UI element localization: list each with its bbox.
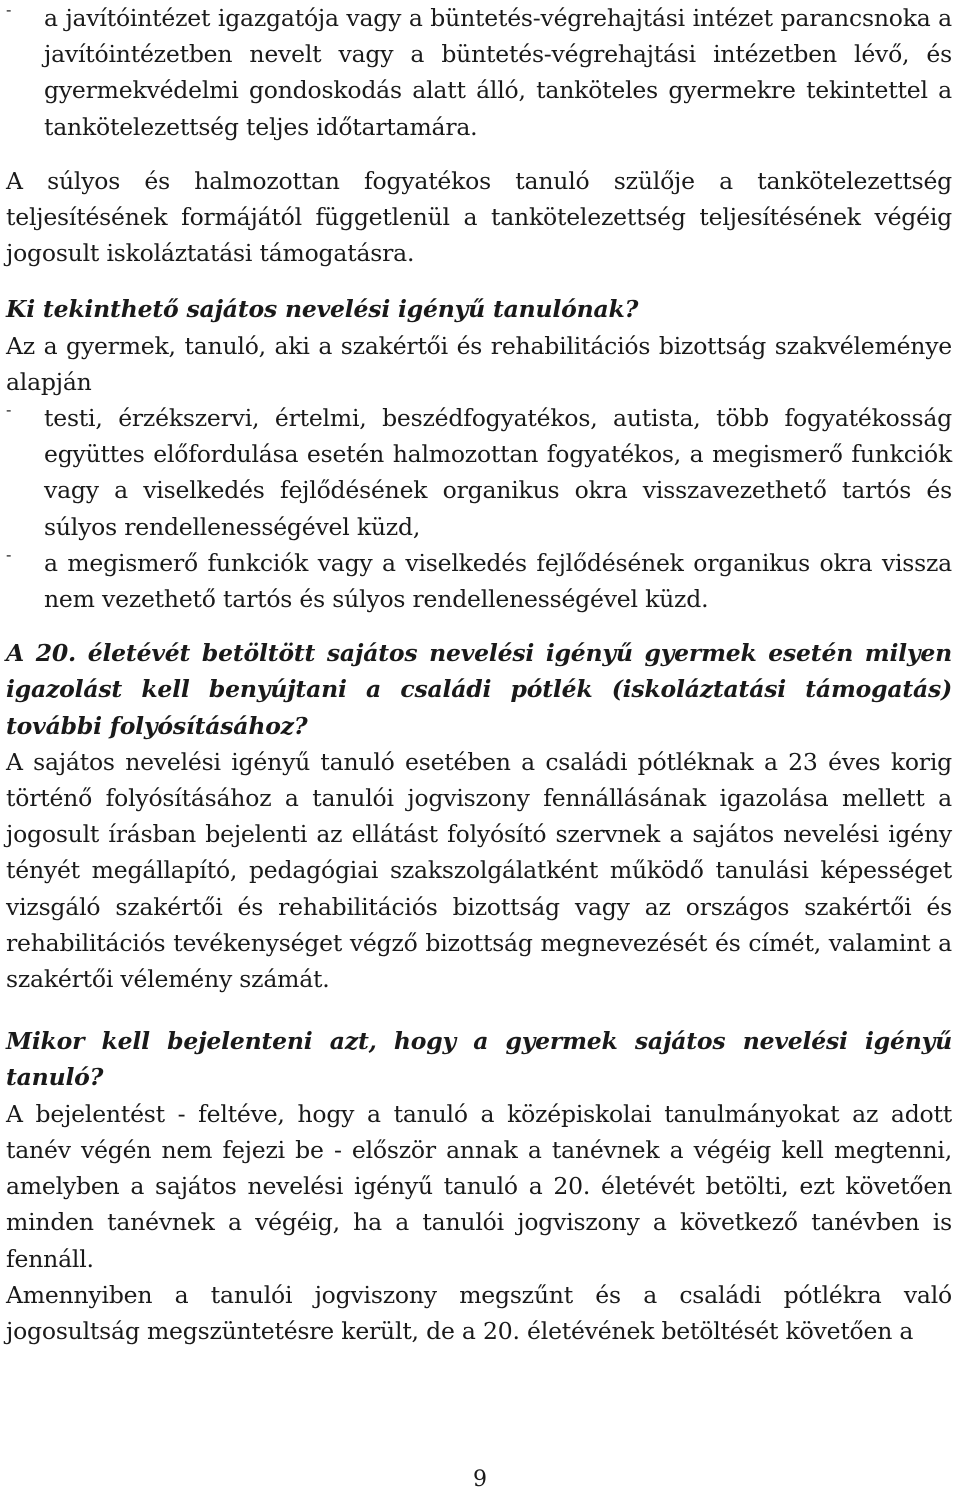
intro-dash-item bbox=[6, 0, 952, 145]
paragraph-sni-definition: Az a gyermek, tanuló, aki a szakértői és rehabilitációs bizottság szakvéleménye alapján bbox=[6, 331, 952, 396]
criteria-text-2: a megismerő funkciók vagy a viselkedés fejlődésének organikus okra vissza nem vezethető tartós és súlyos rendellenességével küzd. bbox=[44, 548, 952, 614]
heading-age-20: A 20. életévét betöltött sajátos nevelési igényű gyermek esetén milyen igazolást kell benyújtani a családi pótlék (iskoláztatási támogatás) további folyósításához? bbox=[6, 639, 952, 740]
dash-marker: - bbox=[6, 400, 12, 420]
criteria-item-2 bbox=[6, 545, 952, 617]
paragraph-reporting: A bejelentést - feltéve, hogy a tanuló a középiskolai tanulmányokat az adott tanév végén nem fejezi be - először annak a tanévnek a végéig kell megtenni, amelyben a sajátos nevelési igényű tanuló a 20. életévét betölti, ezt követően minden tanévnek a végéig, ha a tanulói jogviszony a következő tanévben is fennáll. bbox=[6, 1099, 952, 1273]
page-number: 9 bbox=[473, 1467, 487, 1492]
criteria-item-1 bbox=[6, 400, 952, 545]
heading-sni-definition: Ki tekinthető sajátos nevelési igényű tanulónak? bbox=[6, 295, 639, 324]
document-page bbox=[6, 0, 952, 1349]
paragraph-termination: Amennyiben a tanulói jogviszony megszűnt és a családi pótlékra való jogosultság megszüntetésre került, de a 20. életévének betöltését követően a bbox=[6, 1280, 952, 1345]
criteria-text-1: testi, érzékszervi, értelmi, beszédfogyatékos, autista, több fogyatékosság együttes előfordulása esetén halmozottan fogyatékos, a megismerő funkciók vagy a viselkedés fejlődésének organikus okra visszavezethető tartós és súlyos rendellenességével küzd, bbox=[44, 404, 952, 541]
paragraph-age-20: A sajátos nevelési igényű tanuló esetében a családi pótléknak a 23 éves korig történő folyósításához a tanulói jogviszony fennállásának igazolása mellett a jogosult írásban bejelenti az ellátást folyósító szervnek a sajátos nevelési igény tényét megállapító, pedagógiai szakszolgálatként működő tanulási képességet vizsgáló szakértői és rehabilitációs bizottság vagy az országos szakértői és rehabilitációs tevékenységet végző bizottság megnevezését és címét, valamint a szakértői vélemény számát. bbox=[6, 747, 952, 994]
dash-marker: - bbox=[6, 544, 12, 564]
heading-reporting: Mikor kell bejelenteni azt, hogy a gyermek sajátos nevelési igényű tanuló? bbox=[6, 1027, 952, 1092]
dash-marker: - bbox=[6, 0, 12, 19]
paragraph-severe-disability: A súlyos és halmozottan fogyatékos tanuló szülője a tankötelezettség teljesítésének formájától függetlenül a tankötelezettség teljesítésének végéig jogosult iskoláztatási támogatásra. bbox=[6, 166, 952, 268]
intro-dash-text: a javítóintézet igazgatója vagy a büntetés-végrehajtási intézet parancsnoka a javítóintézetben nevelt vagy a büntetés-végrehajtási intézetben lévő, és gyermekvédelmi gondoskodás alatt álló, tanköteles gyermekre tekintettel a tankötelezettség teljes időtartamára. bbox=[44, 4, 952, 141]
